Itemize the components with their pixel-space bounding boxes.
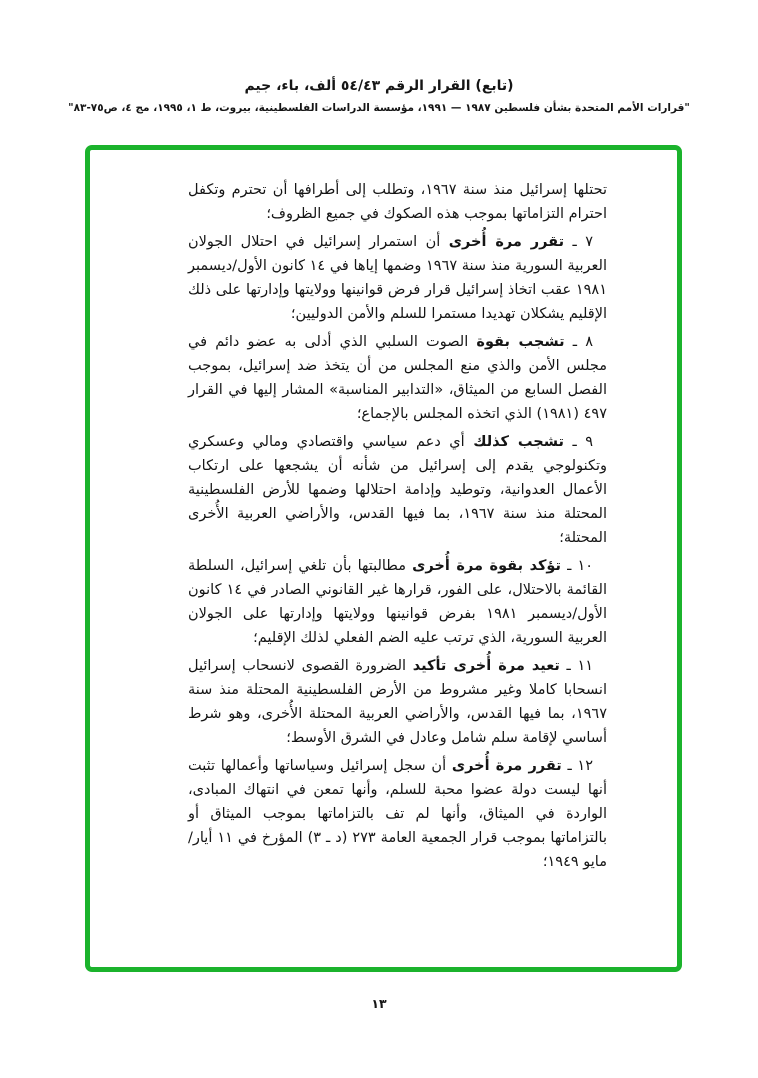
- clause-lead: تقرر مرة أُخرى: [448, 234, 565, 250]
- clause-text: الصوت السلبي الذي أدلى به عضو دائم في مجلس الأمن والذي منع المجلس من أن يتخذ ضد إسرائيل، بموجب الفصل السابع من الميثاق، «التدابير المناسبة» المشار إليها في القرار ٤٩٧ (١٩٨١) الذي اتخذه المجلس بالإجماع؛: [188, 334, 607, 422]
- clause-lead: تقرر مرة أُخرى: [451, 758, 562, 774]
- page-header: [0, 0, 758, 114]
- clause-lead: تؤكد بقوة مرة أُخرى: [412, 558, 561, 574]
- clause-text: أي دعم سياسي واقتصادي ومالي وعسكري وتكنولوجي يقدم إلى إسرائيل من شأنه أن يشجعها على ارتكاب الأعمال العدوانية، وتوطيد وإدامة احتلالها وضمها للأرض الفلسطينية المحتلة منذ سنة ١٩٦٧، بما فيها القدس، والأراضي العربية الأُخرى المحتلة؛: [188, 434, 607, 546]
- clause-number: ٨ ـ: [572, 334, 593, 350]
- clause-text: أن استمرار إسرائيل في احتلال الجولان العربية السورية منذ سنة ١٩٦٧ وضمها إياها في ١٤ كانون الأول/ديسمبر ١٩٨١ عقب اتخاذ إسرائيل قرار فرض قوانينها وولايتها وإدارتها على ذلك الإقليم يشكلان تهديدا مستمرا للسلم والأمن الدوليين؛: [188, 234, 607, 322]
- clause-lead: تشجب بقوة: [476, 334, 565, 350]
- resolution-body: [90, 150, 677, 896]
- paragraph-clause-10: [188, 554, 607, 650]
- source-citation: "قرارات الأمم المتحدة بشأن فلسطين ١٩٨٧ — ١٩٩١، مؤسسة الدراسات الفلسطينية، بيروت، ط ١، ١٩٩٥، مج ٤، ص٧٥-٨٣": [68, 102, 690, 114]
- clause-number: ١١ ـ: [566, 658, 594, 674]
- clause-lead: تشجب كذلك: [473, 434, 564, 450]
- paragraph-clause-8: [188, 330, 607, 426]
- clause-number: ١٢ ـ: [567, 758, 593, 774]
- resolution-title: (تابع) القرار الرقم ٥٤/٤٣ ألف، باء، جيم: [244, 78, 514, 94]
- paragraph-clause-7: [188, 230, 607, 326]
- green-border-frame: [85, 145, 682, 972]
- clause-text: الضرورة القصوى لانسحاب إسرائيل انسحابا كاملا وغير مشروط من الأرض الفلسطينية المحتلة منذ سنة ١٩٦٧، بما فيها القدس، والأراضي العربية المحتلة الأُخرى، وهو شرط أساسي لإقامة سلم شامل وعادل في الشرق الأوسط؛: [188, 658, 607, 746]
- clause-text: أن سجل إسرائيل وسياساتها وأعمالها تثبت أنها ليست دولة عضوا محبة للسلم، وأنها تمعن في انتهاك المبادى، الواردة في الميثاق، وأنها لم تف بالتزاماتها بموجب الميثاق أو بالتزاماتها بموجب قرار الجمعية العامة ٢٧٣ (د ـ ٣) المؤرخ في ١١ أيار/مايو ١٩٤٩؛: [188, 758, 607, 870]
- page-number: ١٣: [371, 996, 387, 1011]
- clause-text: مطالبتها بأن تلغي إسرائيل، السلطة القائمة بالاحتلال، على الفور، قرارها غير القانوني الصادر في ١٤ كانون الأول/ديسمبر ١٩٨١ بفرض قوانينها وولايتها وإدارتها على الجولان العربية السورية، الذي ترتب عليه الضم الفعلي لذلك الإقليم؛: [188, 558, 608, 646]
- paragraph-clause-9: [188, 430, 607, 550]
- page-footer: [0, 993, 758, 1012]
- clause-text: تحتلها إسرائيل منذ سنة ١٩٦٧، وتطلب إلى أطرافها أن تحترم وتكفل احترام التزاماتها بموجب هذه الصكوك في جميع الظروف؛: [188, 182, 608, 222]
- clause-number: ٩ ـ: [572, 434, 594, 450]
- clause-number: ١٠ ـ: [567, 558, 594, 574]
- clause-number: ٧ ـ: [572, 234, 594, 250]
- paragraph-continuation: [188, 178, 607, 226]
- clause-lead: تعيد مرة أُخرى تأكيد: [412, 658, 560, 674]
- paragraph-clause-11: [188, 654, 607, 750]
- paragraph-clause-12: [188, 754, 607, 874]
